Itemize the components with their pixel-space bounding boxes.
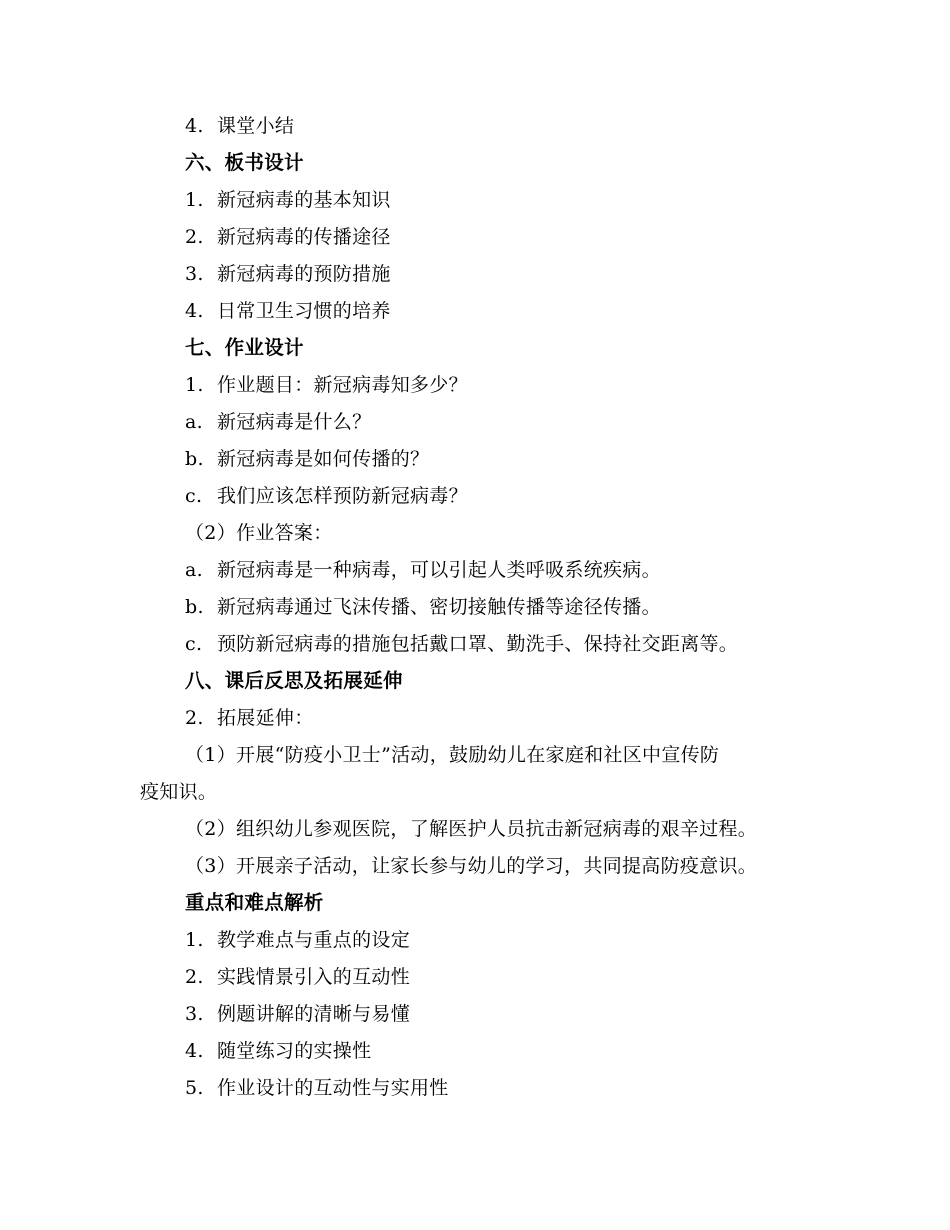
item-number: c. [185,485,203,507]
list-item [185,446,429,472]
item-number: b. [185,448,204,470]
list-item [185,224,391,250]
section-heading: 八、课后反思及拓展延伸 [185,669,403,692]
item-number: 1. [185,189,204,211]
item-number: 2. [185,966,204,988]
item-text: 随堂练习的实操性 [217,1040,372,1062]
list-item [185,1038,371,1064]
list-item [185,187,391,213]
list-item [185,557,661,583]
item-number: 3. [185,1003,204,1025]
list-item [185,409,371,435]
item-text: 新冠病毒是一种病毒，可以引起人类呼吸系统疾病。 [217,559,661,581]
list-item [185,631,738,657]
list-item [185,372,468,398]
list-item [185,594,661,620]
paragraph-line: （3）开展亲子活动，让家长参与幼儿的学习，共同提高防疫意识。 [185,855,758,877]
paragraph-line: （2）组织幼儿参观医院，了解医护人员抗击新冠病毒的艰辛过程。 [185,818,758,840]
item-text: 拓展延伸： [217,707,314,729]
item-text: 作业题目：新冠病毒知多少？ [217,374,468,396]
item-text: 课堂小结 [217,115,295,137]
list-item [185,705,314,731]
item-text: 新冠病毒通过飞沫传播、密切接触传播等途径传播。 [217,596,661,618]
item-number: c. [185,633,203,655]
item-number: 2. [185,707,204,729]
item-number: 1. [185,374,204,396]
paragraph-line: （1）开展“防疫小卫士”活动，鼓励幼儿在家庭和社区中宣传防 [185,744,720,766]
item-text: 教学难点与重点的设定 [217,929,411,951]
item-text: 新冠病毒是什么？ [217,411,372,433]
item-number: 4. [185,115,204,137]
paragraph-continuation: 疫知识。 [140,781,218,803]
paragraph-line: （2）作业答案： [185,522,333,544]
list-item [185,483,468,509]
item-number: 3. [185,263,204,285]
item-text: 我们应该怎样预防新冠病毒？ [217,485,468,507]
item-text: 日常卫生习惯的培养 [217,300,391,322]
list-item [185,298,391,324]
item-number: 4. [185,1040,204,1062]
section-heading: 六、板书设计 [185,151,304,174]
item-text: 新冠病毒的传播途径 [217,226,391,248]
list-item [185,927,410,953]
section-heading: 重点和难点解析 [185,891,324,914]
item-number: b. [185,596,204,618]
item-number: 2. [185,226,204,248]
item-number: 4. [185,300,204,322]
item-number: a. [185,411,203,433]
list-item [185,1001,410,1027]
list-item [185,1075,449,1101]
item-number: a. [185,559,203,581]
item-number: 5. [185,1077,204,1099]
list-item [185,964,410,990]
item-number: 1. [185,929,204,951]
item-text: 例题讲解的清晰与易懂 [217,1003,411,1025]
item-text: 新冠病毒的预防措施 [217,263,391,285]
item-text: 预防新冠病毒的措施包括戴口罩、勤洗手、保持社交距离等。 [217,633,739,655]
list-item [185,113,294,139]
item-text: 新冠病毒的基本知识 [217,189,391,211]
list-item [185,261,391,287]
section-heading: 七、作业设计 [185,336,304,359]
item-text: 作业设计的互动性与实用性 [217,1077,449,1099]
item-text: 新冠病毒是如何传播的？ [217,448,430,470]
item-text: 实践情景引入的互动性 [217,966,411,988]
